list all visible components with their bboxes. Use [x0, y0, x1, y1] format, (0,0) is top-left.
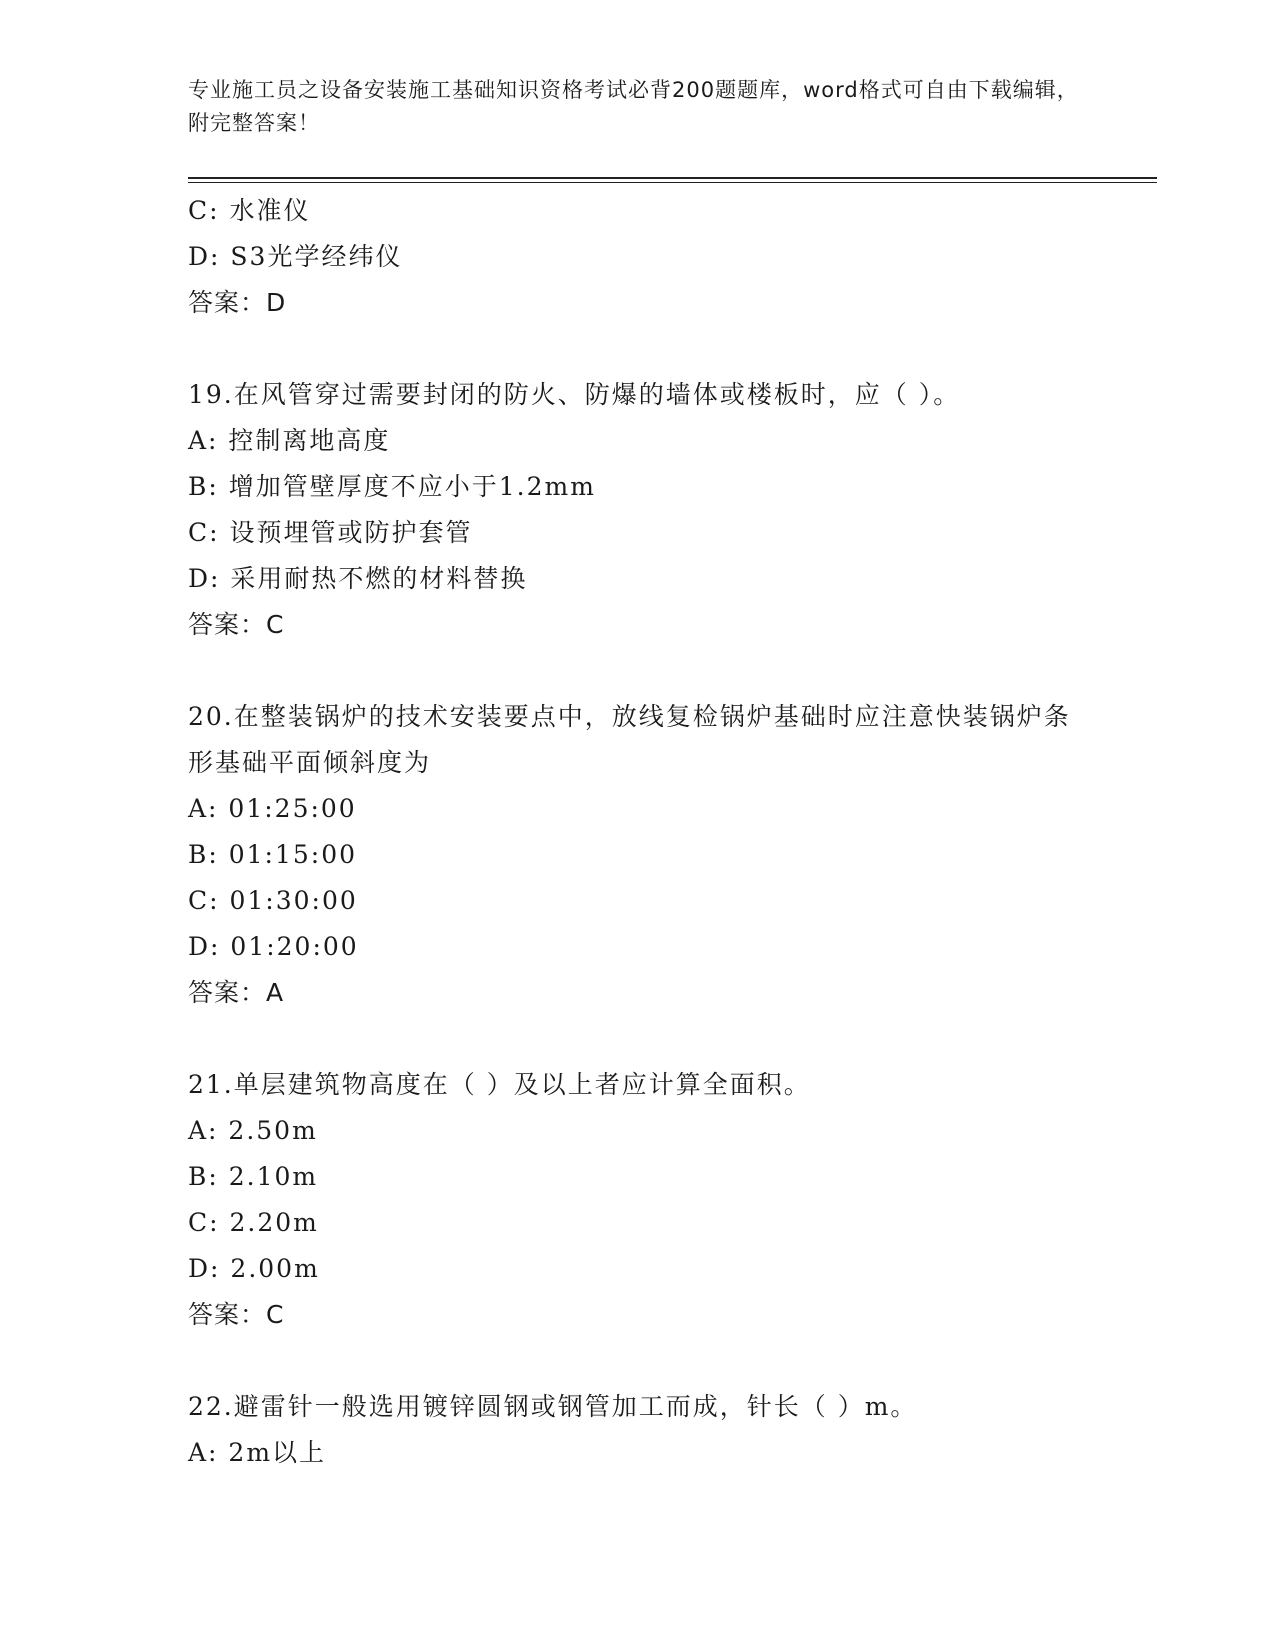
answer-line: 答案：C: [188, 1300, 285, 1329]
spacer: [188, 1338, 1148, 1384]
answer-line: 答案：D: [188, 288, 287, 317]
option-b: B: 2.10m: [188, 1162, 319, 1191]
option-a: A: 控制离地高度: [188, 426, 391, 455]
option-b: B: 增加管壁厚度不应小于1.2mm: [188, 472, 596, 501]
option-c: C: 01:30:00: [188, 886, 358, 915]
option-d: D: 2.00m: [188, 1254, 320, 1283]
answer-line: 答案：A: [188, 978, 285, 1007]
option-d: D: S3光学经纬仪: [188, 242, 403, 271]
document-title: 专业施工员之设备安装施工基础知识资格考试必背200题题库，word格式可自由下载编辑，附完整答案！: [188, 78, 1079, 135]
option-a: A: 2m以上: [188, 1438, 327, 1467]
option-c: C: 2.20m: [188, 1208, 319, 1237]
option-c: C: 设预埋管或防护套管: [188, 518, 473, 547]
option-c: C: 水准仪: [188, 196, 311, 225]
spacer: [188, 648, 1148, 694]
spacer: [188, 1016, 1148, 1062]
question-stem: 22.避雷针一般选用镀锌圆钢或钢管加工而成，针长（ ）m。: [188, 1392, 918, 1421]
question-list: [188, 188, 1148, 1476]
option-b: B: 01:15:00: [188, 840, 358, 869]
question-stem: 19.在风管穿过需要封闭的防火、防爆的墙体或楼板时，应（ ）。: [188, 380, 961, 409]
header-rule-thick: [188, 177, 1157, 179]
option-a: A: 2.50m: [188, 1116, 318, 1145]
spacer: [188, 326, 1148, 372]
option-d: D: 采用耐热不燃的材料替换: [188, 564, 528, 593]
option-a: A: 01:25:00: [188, 794, 357, 823]
answer-line: 答案：C: [188, 610, 285, 639]
header-rule-thin: [188, 182, 1157, 183]
option-d: D: 01:20:00: [188, 932, 359, 961]
question-stem: 20.在整装锅炉的技术安装要点中，放线复检锅炉基础时应注意快装锅炉条形基础平面倾斜度为: [188, 702, 1071, 777]
question-stem: 21.单层建筑物高度在（ ）及以上者应计算全面积。: [188, 1070, 811, 1099]
